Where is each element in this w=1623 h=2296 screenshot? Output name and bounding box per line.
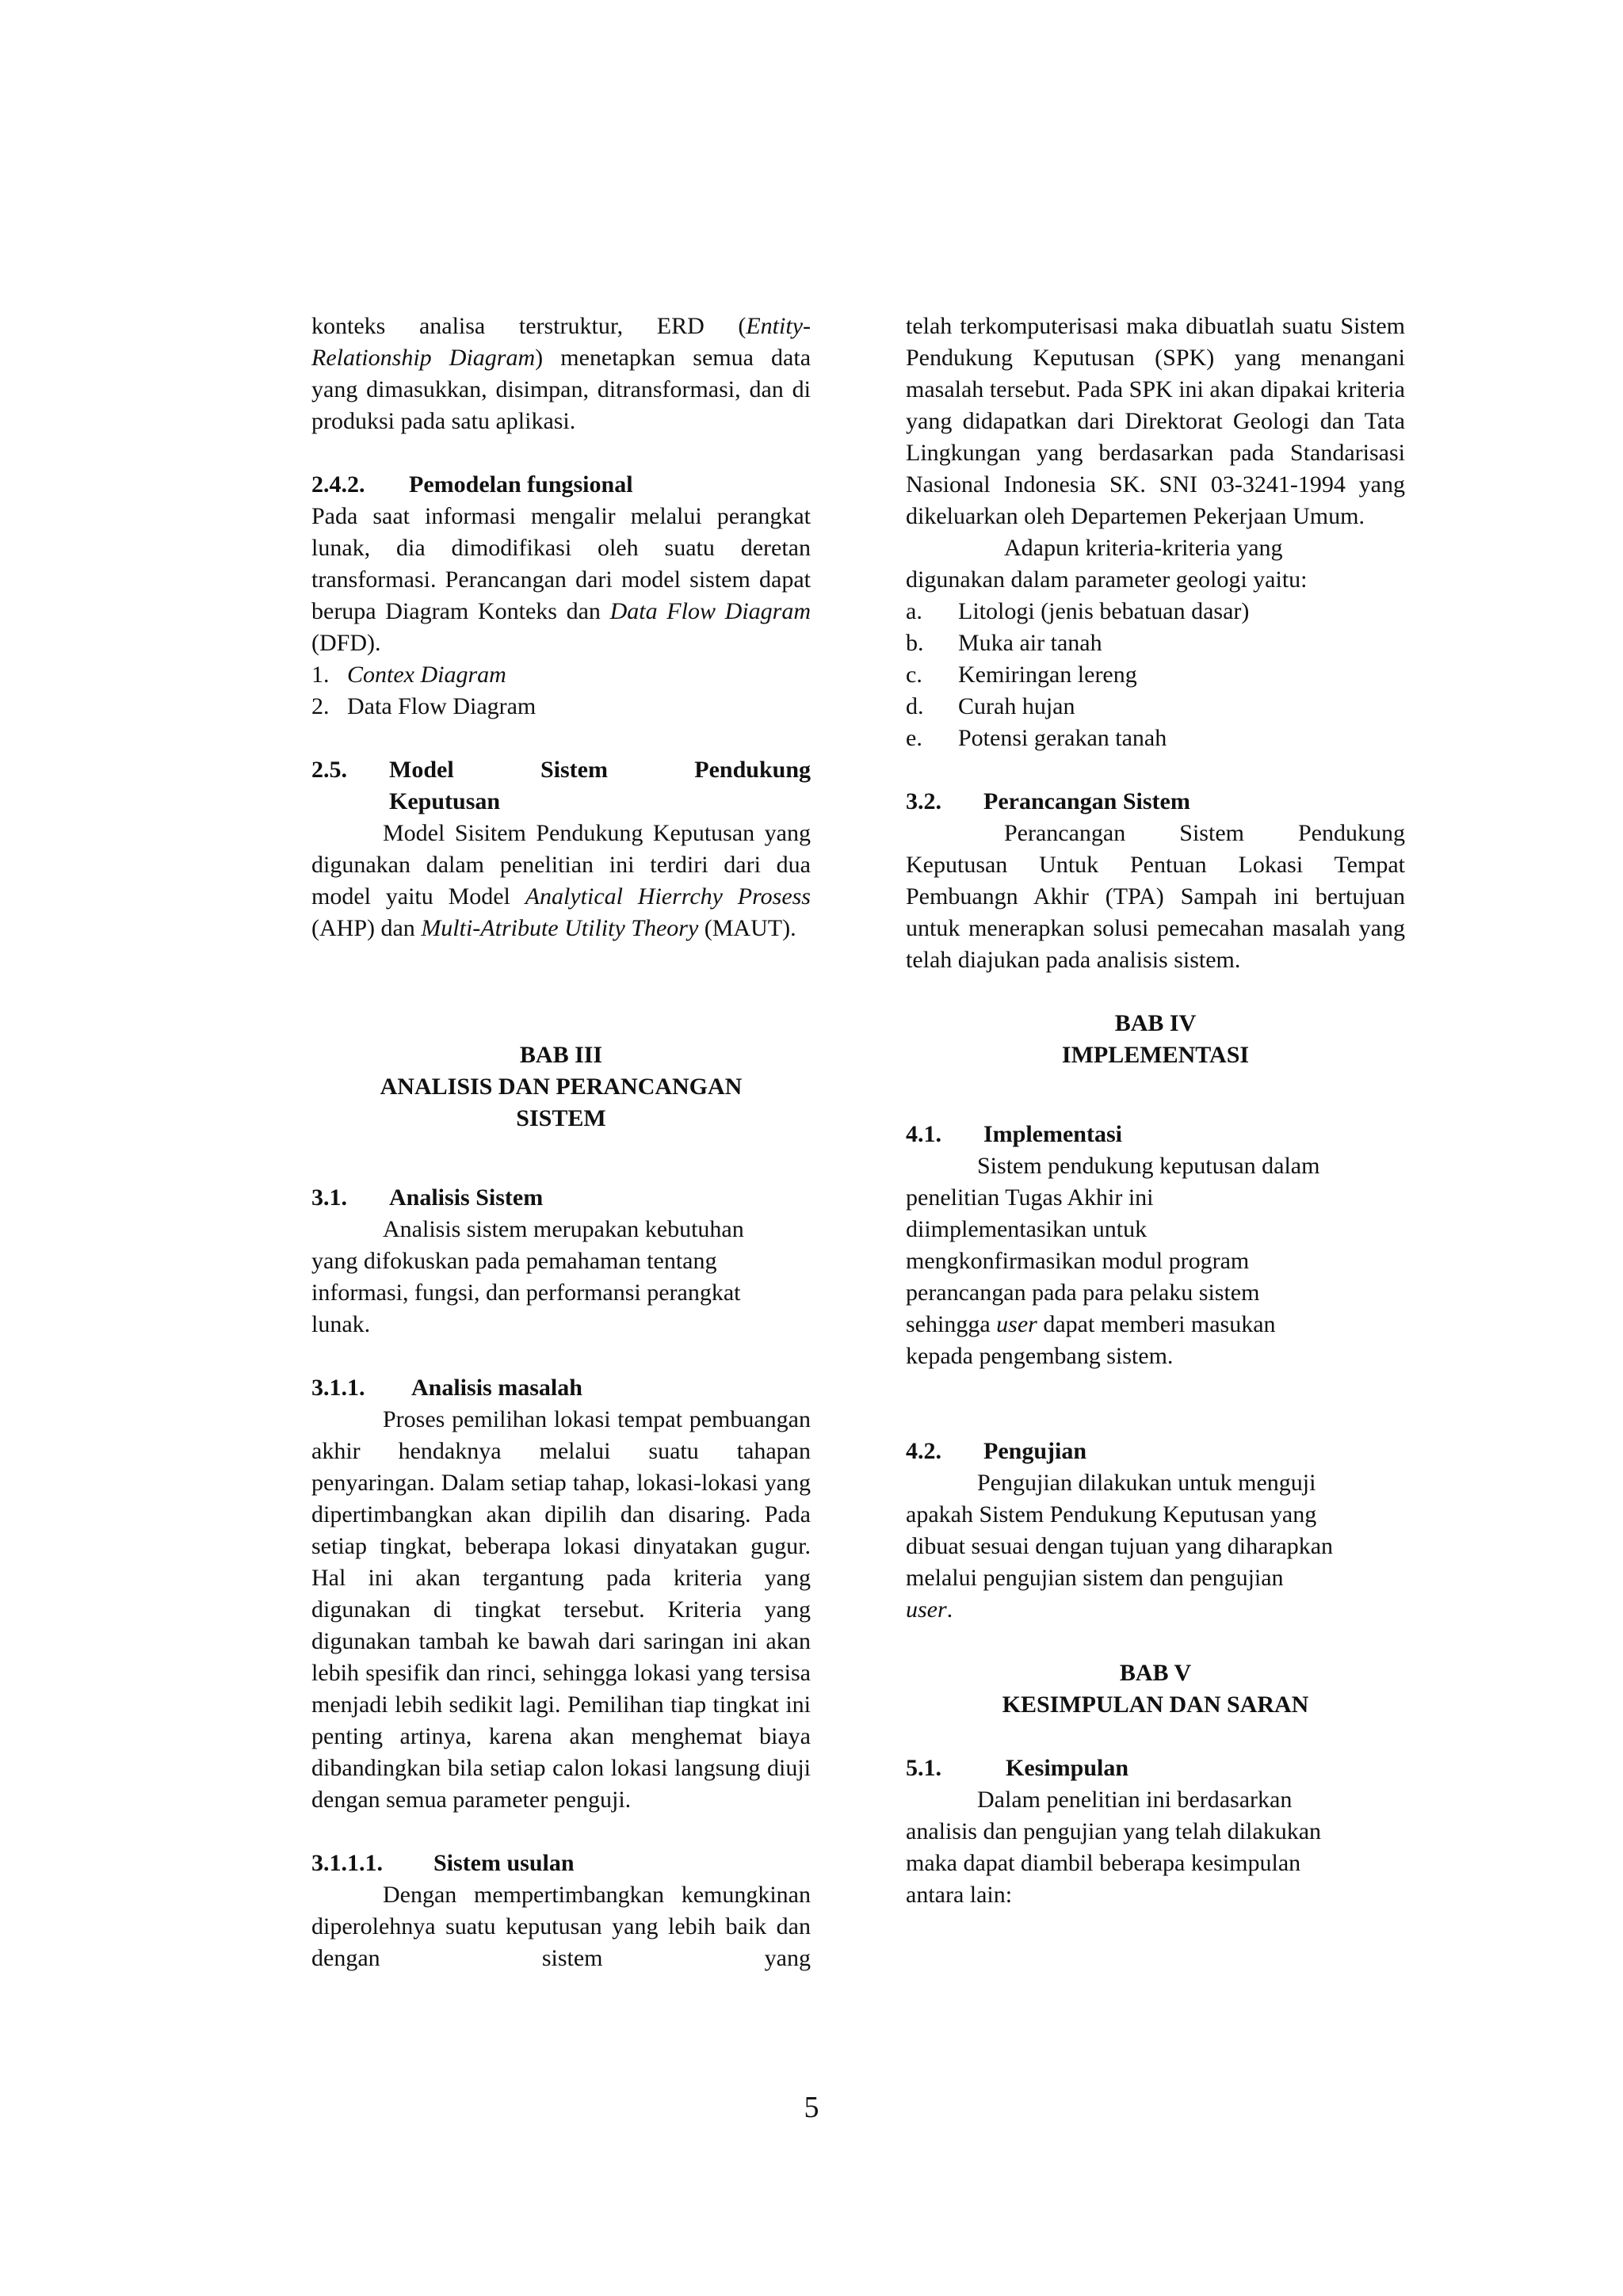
left-column xyxy=(311,311,811,1974)
text-line: Pengujian dilakukan untuk menguji xyxy=(977,1470,1316,1496)
section-3-1-1-paragraph: Proses pemilihan lokasi tempat pembuangan akhir hendaknya melalui suatu tahapan penyaringan. Dalam setiap tahap, lokasi-lokasi yang dipertimbangkan akan dipilih dan disaring. Pada setiap tingkat, beberapa lokasi dinyatakan gugur. Hal ini akan tergantung pada kriteria yang digunakan di tingkat tersebut. Kriteria yang digunakan tambah ke bawah dari saringan ini akan lebih spesifik dan rinci, sehingga lokasi yang tersisa menjadi lebih sedikit lagi. Pemilihan tiap tingkat ini penting artinya, karena akan menghemat biaya dibandingkan bila setiap calon lokasi langsung diuji dengan semua parameter penguji. xyxy=(311,1406,811,1813)
section-2-4-2-heading xyxy=(311,469,811,501)
list-item: a. Litologi (jenis bebatuan dasar) xyxy=(906,598,1250,624)
text-line: user. xyxy=(906,1596,953,1623)
section-4-2-paragraph xyxy=(906,1467,1405,1626)
page-number: 5 xyxy=(804,2091,819,2124)
text-line: dibuat sesuai dengan tujuan yang diharapkan xyxy=(906,1533,1334,1559)
text-line: apakah Sistem Pendukung Keputusan yang xyxy=(906,1501,1317,1527)
section-title: Keputusan xyxy=(389,788,501,814)
section-4-1-heading: 4.1. Implementasi xyxy=(906,1121,1122,1147)
section-2-5-paragraph: Model Sisitem Pendukung Keputusan yang digunakan dalam penelitian ini terdiri dari dua model yaitu Model Analytical Hierrchy Prosess (AHP) dan Multi-Atribute Utility Theory (MAUT). xyxy=(311,820,811,941)
section-3-1-1-heading: 3.1.1. Analisis masalah xyxy=(311,1375,582,1401)
section-3-1-paragraph: Analisis sistem merupakan kebutuhan yang difokuskan pada pemahaman tentang informasi, fungsi, dan performansi perangkat lunak. xyxy=(311,1216,744,1337)
right-column xyxy=(906,311,1405,1911)
section-4-2-heading: 4.2. Pengujian xyxy=(906,1438,1087,1464)
section-number: 2.4.2. xyxy=(311,471,365,498)
section-2-4-2-paragraph: Pada saat informasi mengalir melalui perangkat lunak, dia dimodifikasi oleh suatu deretan transformasi. Perancangan dari model sistem dapat berupa Diagram Konteks dan Data Flow Diagram (DFD). xyxy=(311,503,811,656)
criteria-intro: Adapun kriteria-kriteria yang digunakan dalam parameter geologi yaitu: xyxy=(906,535,1308,593)
chapter-5-title: BAB V KESIMPULAN DAN SARAN xyxy=(1002,1660,1309,1718)
list-item: c. Kemiringan lereng xyxy=(906,662,1137,688)
text-line: mengkonfirmasikan modul program xyxy=(906,1248,1250,1274)
section-title: Pemodelan fungsional xyxy=(409,471,633,498)
section-2-5-heading: 2.5. Model Sistem Pendukung Keputusan xyxy=(311,754,811,818)
criteria-list xyxy=(906,596,1405,754)
text-line: penelitian Tugas Akhir ini xyxy=(906,1184,1154,1211)
diagram-list xyxy=(311,659,811,723)
text-line: melalui pengujian sistem dan pengujian xyxy=(906,1565,1284,1591)
list-item: 1. Contex Diagram xyxy=(311,662,506,688)
section-5-1-heading: 5.1. Kesimpulan xyxy=(906,1755,1129,1781)
section-number: 2.5. xyxy=(311,757,347,783)
chapter-4-title: BAB IV IMPLEMENTASI xyxy=(1061,1010,1250,1068)
list-item: b. Muka air tanah xyxy=(906,630,1102,656)
list-item: e. Potensi gerakan tanah xyxy=(906,725,1167,751)
section-5-1-paragraph: Dalam penelitian ini berdasarkan analisis dan pengujian yang telah dilakukan maka dapat diambil beberapa kesimpulan antara lain: xyxy=(906,1787,1322,1908)
section-3-1-heading: 3.1. Analisis Sistem xyxy=(311,1184,544,1211)
chapter-3-title: BAB III ANALISIS DAN PERANCANGAN SISTEM xyxy=(380,1042,743,1131)
section-3-2-heading: 3.2. Perancangan Sistem xyxy=(906,788,1190,814)
intro-paragraph: konteks analisa terstruktur, ERD (Entity-Relationship Diagram) menetapkan semua data yang dimasukkan, disimpan, ditransformasi, dan di produksi pada satu aplikasi. xyxy=(311,313,812,434)
section-3-1-1-1-heading: 3.1.1.1. Sistem usulan xyxy=(311,1850,575,1876)
section-3-1-1-1-paragraph: Dengan mempertimbangkan kemungkinan diperolehnya suatu keputusan yang lebih baik dan dengan sistem yang xyxy=(311,1882,811,1971)
continued-paragraph: telah terkomputerisasi maka dibuatlah suatu Sistem Pendukung Keputusan (SPK) yang menangani masalah tersebut. Pada SPK ini akan dipakai kriteria yang didapatkan dari Direktorat Geologi dan Tata Lingkungan yang berdasarkan pada Standarisasi Nasional Indonesia SK. SNI 03-3241-1994 yang dikeluarkan oleh Departemen Pekerjaan Umum. xyxy=(906,313,1405,529)
text-line: perancangan pada para pelaku sistem xyxy=(906,1280,1260,1306)
list-item: 2. Data Flow Diagram xyxy=(311,693,537,719)
section-4-1-paragraph xyxy=(906,1150,1405,1372)
section-3-2-paragraph: Perancangan Sistem Pendukung Keputusan Untuk Pentuan Lokasi Tempat Pembuangn Akhir (TPA) Sampah ini bertujuan untuk menerapkan solusi pemecahan masalah yang telah diajukan pada analisis sistem. xyxy=(906,820,1405,973)
text-line: diimplementasikan untuk xyxy=(906,1216,1148,1242)
list-item: d. Curah hujan xyxy=(906,693,1075,719)
text-line: kepada pengembang sistem. xyxy=(906,1343,1174,1369)
text-line: sehingga user dapat memberi masukan xyxy=(906,1311,1276,1337)
text-line: Sistem pendukung keputusan dalam xyxy=(977,1153,1320,1179)
